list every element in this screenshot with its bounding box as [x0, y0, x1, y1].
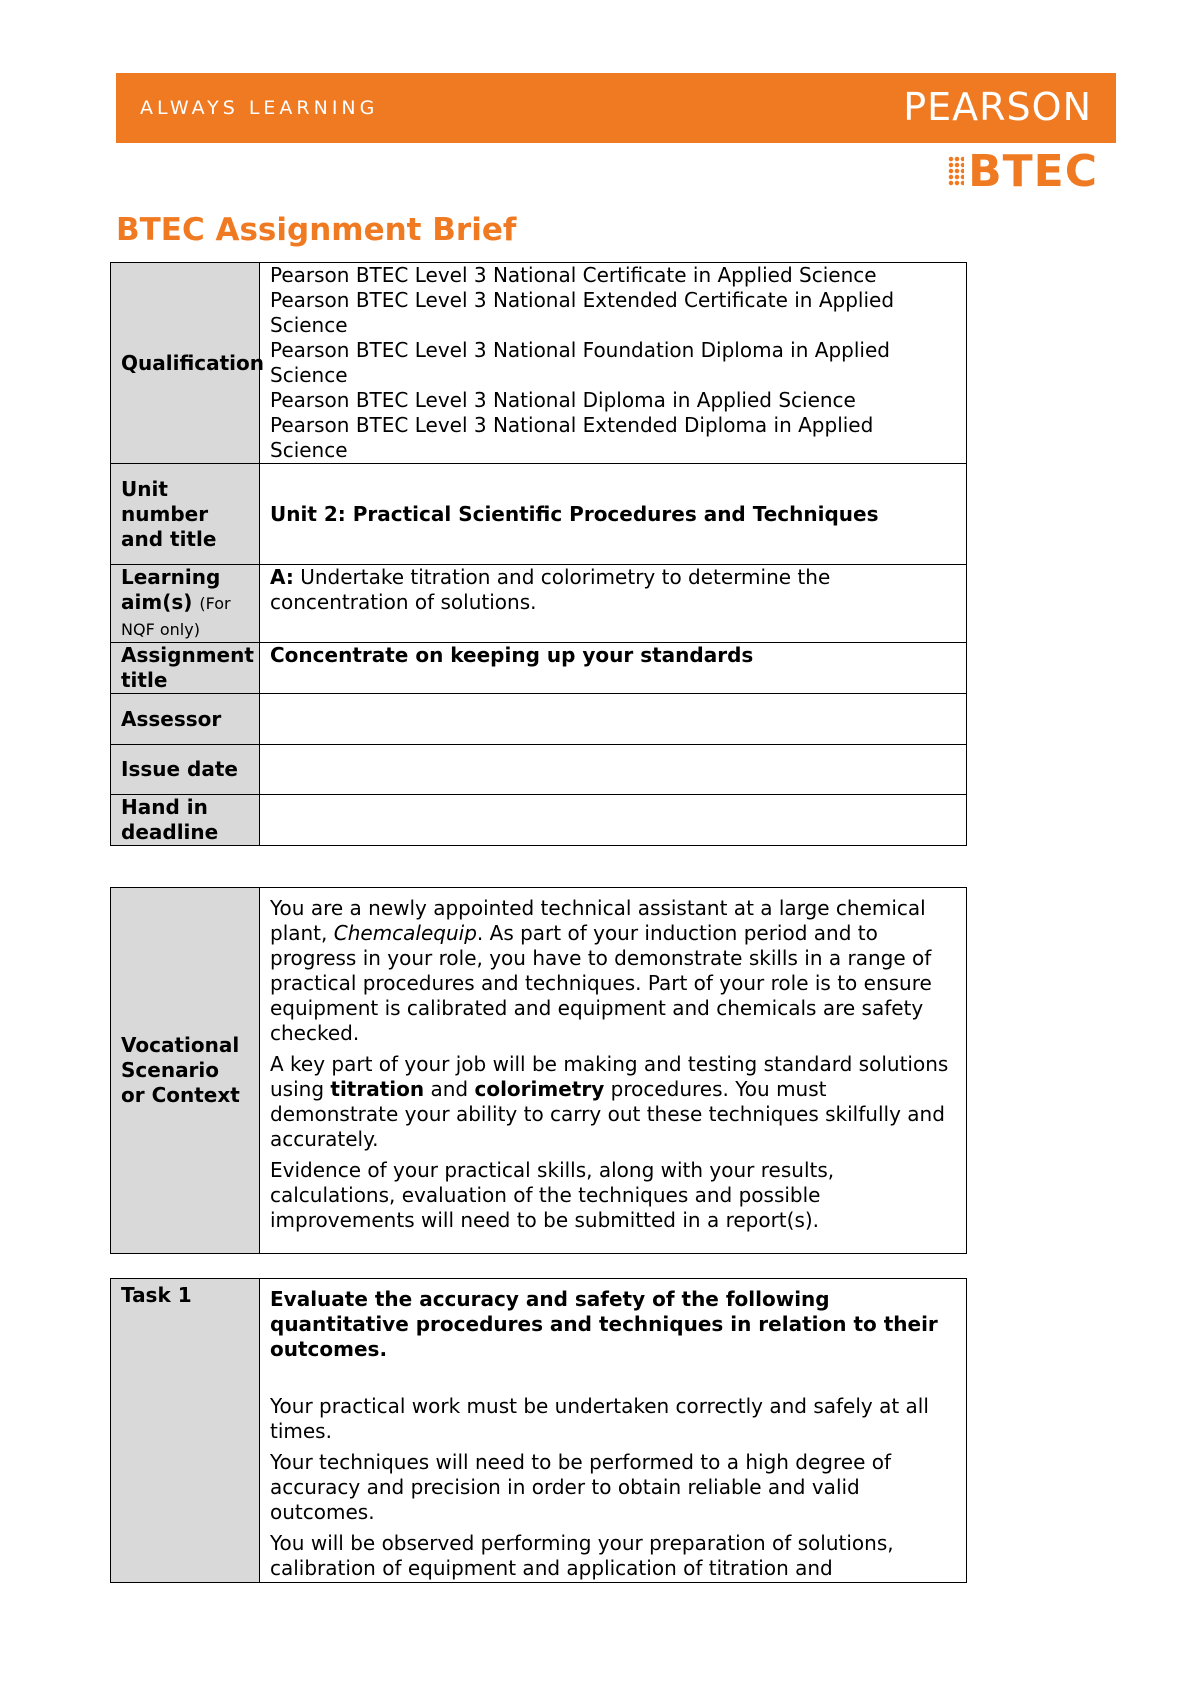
issue-date-label: Issue date: [111, 745, 260, 795]
learning-aim-label: [111, 565, 260, 643]
deadline-value: [260, 795, 967, 846]
scenario-text: [260, 888, 967, 1254]
btec-logo: [948, 145, 1098, 197]
btec-logo-text: BTEC: [968, 145, 1098, 197]
assessor-label: Assessor: [111, 694, 260, 745]
scenario-text-part: You are a newly appointed technical assistant at a large chemical plant,: [270, 896, 926, 945]
scenario-table: [110, 887, 967, 1254]
qualification-line: Pearson BTEC Level 3 National Foundation Diploma in Applied Science: [270, 338, 890, 387]
scenario-paragraph: Evidence of your practical skills, along with your results, calculations, evaluation of the techniques and possible improvements will need to be submitted in a report(s).: [270, 1158, 835, 1232]
learning-aim-text: Undertake titration and colorimetry to determine the concentration of solutions.: [270, 565, 831, 614]
company-name: Chemcalequip: [333, 921, 477, 945]
details-table: [110, 262, 967, 846]
scenario-text-part: procedures. You must demonstrate your ability to carry out these techniques skilfully and accurately.: [270, 1077, 945, 1151]
task1-paragraph: You will be observed performing your preparation of solutions, calibration of equipment and application of titration and: [270, 1531, 894, 1580]
task1-table: [110, 1278, 967, 1583]
unit-label: Unit number and title: [111, 464, 260, 565]
scenario-text-part: A key part of your job will be making and testing standard solutions using: [270, 1052, 949, 1101]
task1-heading: Evaluate the accuracy and safety of the following quantitative procedures and techniques in relation to their outcomes.: [270, 1287, 938, 1361]
issue-date-row: [111, 745, 967, 795]
qualification-value: [260, 263, 967, 464]
scenario-paragraph: [270, 1052, 956, 1152]
task1-row: [111, 1279, 967, 1583]
learning-aim-value: [260, 565, 967, 643]
assignment-title-row: [111, 643, 967, 694]
scenario-text-part: and: [430, 1077, 469, 1101]
assignment-title-label: Assignment title: [111, 643, 260, 694]
header-banner: [116, 73, 1116, 143]
qualification-line: Pearson BTEC Level 3 National Extended Certificate in Applied Science: [270, 288, 895, 337]
pearson-logo: PEARSON: [903, 85, 1092, 129]
qualification-line: Pearson BTEC Level 3 National Extended Diploma in Applied Science: [270, 413, 874, 462]
scenario-row: [111, 888, 967, 1254]
learning-aim-prefix: A:: [270, 565, 294, 589]
qualification-line: Pearson BTEC Level 3 National Certificate in Applied Science: [270, 263, 877, 287]
task1-paragraph: Your practical work must be undertaken correctly and safely at all times.: [270, 1394, 929, 1443]
learning-aim-row: [111, 565, 967, 643]
deadline-row: [111, 795, 967, 846]
qualification-label: Qualification: [111, 263, 260, 464]
deadline-label: Hand in deadline: [111, 795, 260, 846]
unit-row: [111, 464, 967, 565]
scenario-term: titration: [330, 1077, 425, 1101]
btec-dots-icon: [948, 156, 964, 186]
scenario-paragraph: [270, 896, 956, 1046]
scenario-label: Vocational Scenario or Context: [111, 888, 260, 1254]
learning-aim-note: (For NQF only): [121, 594, 231, 639]
task1-paragraph: Your techniques will need to be performed to a high degree of accuracy and precision in order to obtain reliable and valid outcomes.: [270, 1450, 892, 1524]
learning-aim-label-text: Learning aim(s): [121, 565, 221, 614]
assignment-title-value: Concentrate on keeping up your standards: [260, 643, 967, 694]
assessor-value: [260, 694, 967, 745]
task1-label: Task 1: [111, 1279, 260, 1583]
tagline: ALWAYS LEARNING: [140, 97, 379, 119]
scenario-term: colorimetry: [474, 1077, 605, 1101]
page-title: BTEC Assignment Brief: [116, 212, 517, 248]
unit-value: Unit 2: Practical Scientific Procedures and Techniques: [260, 464, 967, 565]
scenario-text-part: . As part of your induction period and to progress in your role, you have to demonstrate skills in a range of practical procedures and techniques. Part of your role is to ensure equipment is calibrated and equipment and chemicals are safety checked.: [270, 921, 932, 1045]
qualification-line: Pearson BTEC Level 3 National Diploma in Applied Science: [270, 388, 856, 412]
task1-content: [260, 1279, 967, 1583]
assessor-row: [111, 694, 967, 745]
qualification-row: [111, 263, 967, 464]
issue-date-value: [260, 745, 967, 795]
